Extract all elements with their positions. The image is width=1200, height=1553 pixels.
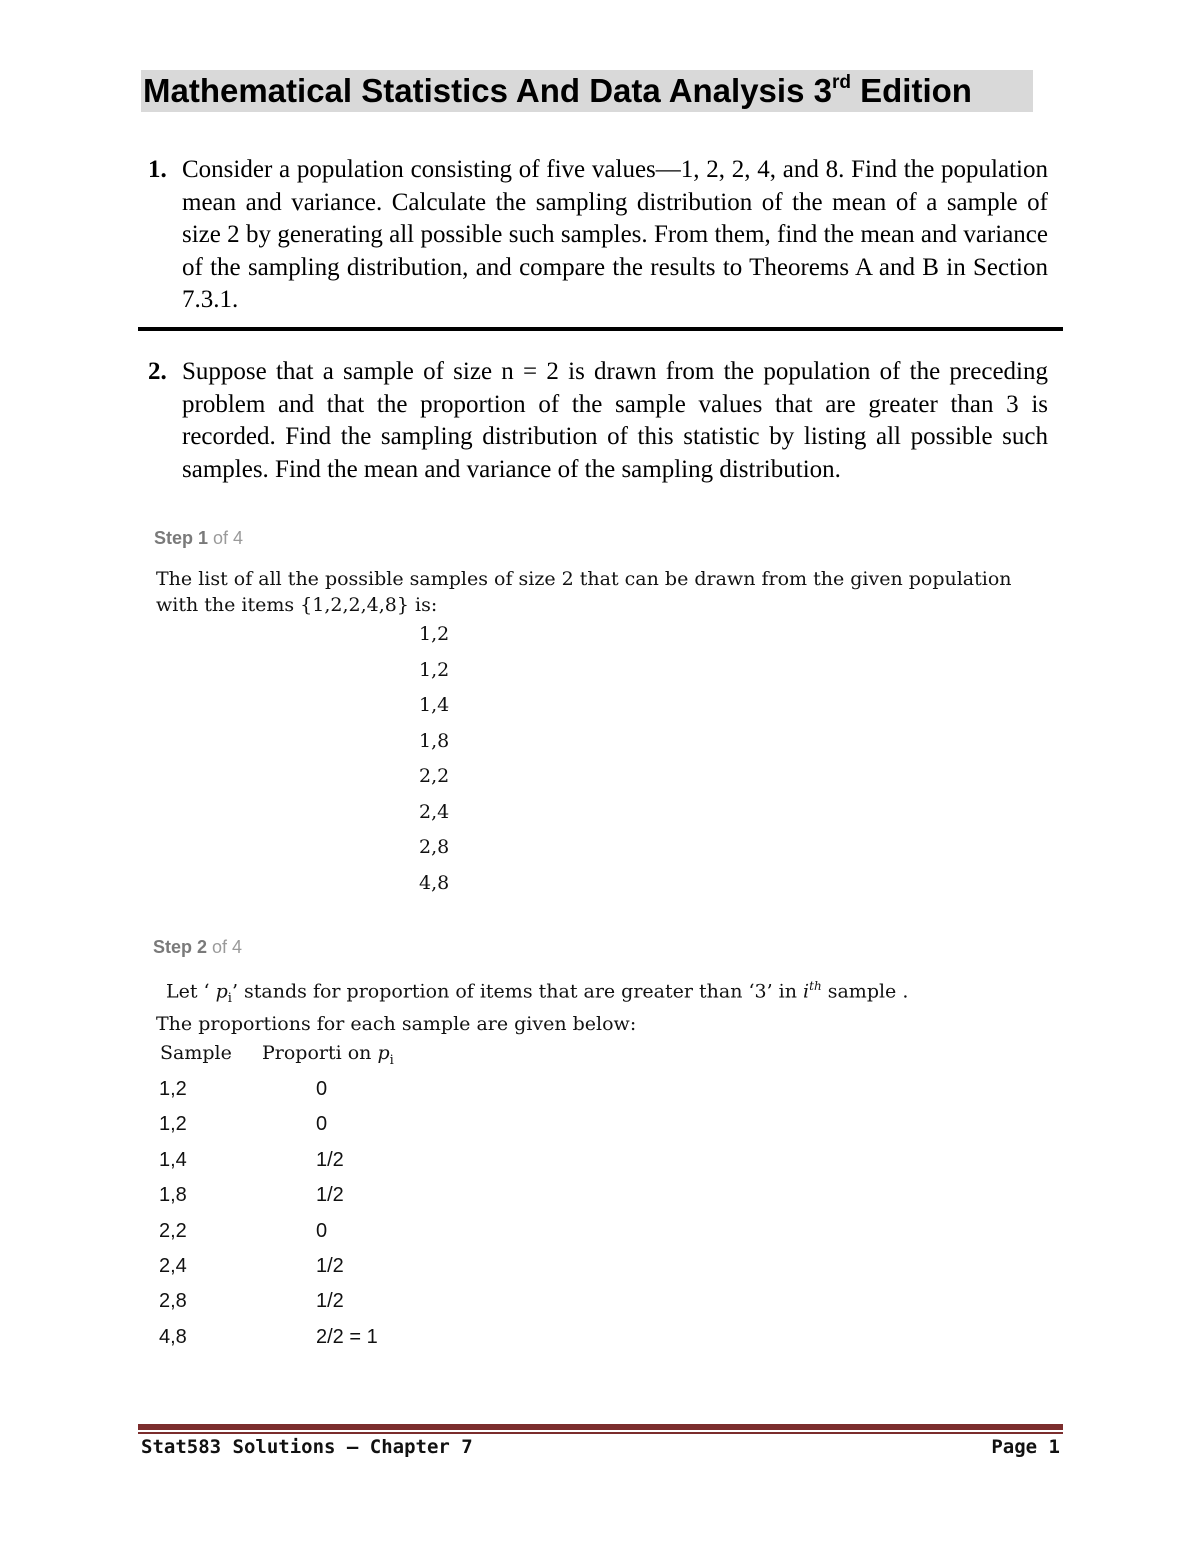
footer-rule xyxy=(138,1424,1063,1430)
list-item: 1,4 xyxy=(419,694,450,716)
column-header-proportion: Proporti on $p_i$ xyxy=(262,1042,394,1068)
list-item: 1,2 xyxy=(419,623,450,645)
step-2-definition: Let ‘ $p_i$’ stands for proportion of items that are greater than ‘3’ in $i^{th}$ sample . xyxy=(166,979,909,1007)
list-item: 4,8 xyxy=(419,871,450,894)
column-header-sample: Sample xyxy=(160,1042,232,1064)
list-item: 2,4 xyxy=(419,800,450,823)
problem-text: Suppose that a sample of size n = 2 is drawn from the population of the preceding problem and that the proportion of the sample values that are greater than 3 is recorded. Find the sampling distribution of this statistic by listing all possible such samples. Find the mean and variance of the sampling distribution. xyxy=(182,358,1048,483)
table-cell: 1,2 xyxy=(159,1078,187,1100)
table-cell: 0 xyxy=(316,1078,328,1100)
table-cell: 2,4 xyxy=(159,1254,187,1277)
section-divider xyxy=(138,327,1063,331)
table-cell: 0 xyxy=(316,1219,328,1242)
table-cell: 4,8 xyxy=(159,1325,187,1348)
table-cell: 1,8 xyxy=(159,1184,187,1207)
sample-list xyxy=(419,620,449,904)
table-cell: 2,8 xyxy=(159,1290,187,1313)
table-cell: 1/2 xyxy=(316,1254,344,1277)
table-cell: 1/2 xyxy=(316,1184,344,1207)
footer-rule-thin xyxy=(138,1432,1063,1434)
step-1-heading: Step 1 of 4 xyxy=(154,528,244,548)
list-item: 1,8 xyxy=(419,729,450,752)
table-cell: 1,4 xyxy=(159,1148,187,1171)
list-item: 1,2 xyxy=(419,658,450,681)
table-cell: 0 xyxy=(316,1113,328,1136)
table-cell: 2/2 = 1 xyxy=(316,1325,378,1348)
table-cell: 2,2 xyxy=(159,1219,187,1242)
table-cell: 1/2 xyxy=(316,1148,344,1171)
problem-2 xyxy=(148,356,1048,486)
step-2-heading: Step 2 of 4 xyxy=(153,937,243,957)
problem-number: 1. xyxy=(148,156,167,183)
problem-number: 2. xyxy=(148,358,167,385)
page-number: Page 1 xyxy=(991,1436,1060,1458)
document-title: Mathematical Statistics And Data Analysis 3rd Edition xyxy=(143,72,972,109)
problem-1 xyxy=(148,154,1048,317)
table-cell: 1/2 xyxy=(316,1290,344,1313)
problem-text: Consider a population consisting of five values—1, 2, 2, 4, and 8. Find the population mean and variance. Calculate the sampling distribution of the mean of a sample of size 2 by generating all possible such samples. From them, find the mean and variance of the sampling distribution, and compare the results to Theorems A and B in Section 7.3.1. xyxy=(182,156,1048,313)
step-2-intro: The proportions for each sample are given below: xyxy=(156,1013,637,1035)
table-cell: 1,2 xyxy=(159,1113,187,1136)
list-item: 2,2 xyxy=(419,765,450,787)
footer-left: Stat583 Solutions – Chapter 7 xyxy=(141,1436,473,1458)
sample-column xyxy=(159,1074,187,1357)
proportion-column xyxy=(316,1074,378,1357)
list-item: 2,8 xyxy=(419,836,450,858)
step-1-intro: The list of all the possible samples of size 2 that can be drawn from the given population with the items {1,2,2,4,8} is: xyxy=(156,568,1012,616)
